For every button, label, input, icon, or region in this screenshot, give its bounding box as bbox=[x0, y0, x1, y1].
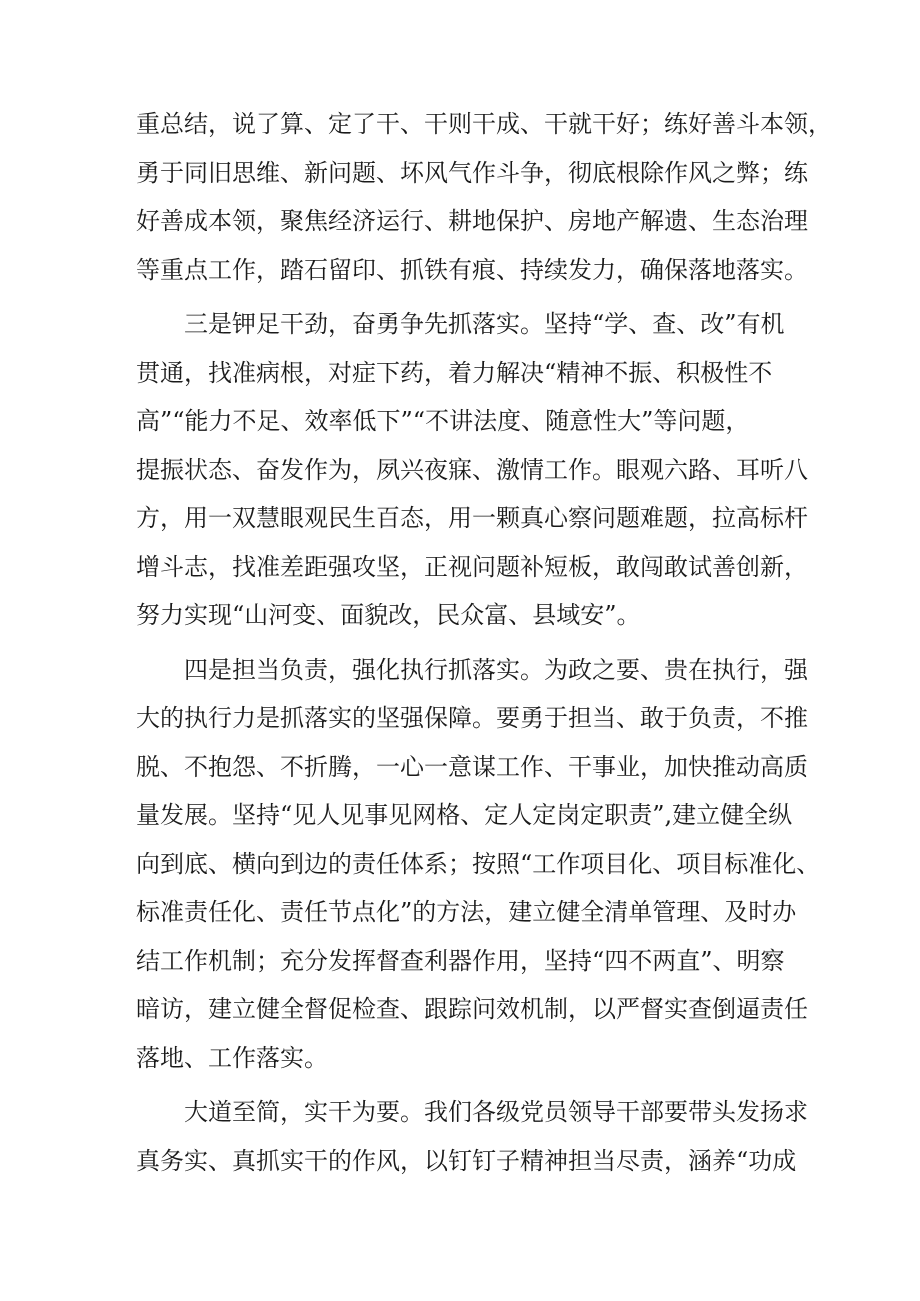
text-line: 四是担当负责，强化执行抓落实。为政之要、贵在执行，强 bbox=[184, 655, 808, 684]
paragraph-four bbox=[136, 646, 821, 1083]
text-line: 向到底、横向到边的责任体系；按照“工作项目化、项目标准化、 bbox=[136, 849, 821, 878]
text-line: 三是钾足干劲，奋勇争先抓落实。坚持“学、查、改”有机 bbox=[184, 310, 785, 338]
text-line: 脱、不抱怨、不折腾，一心一意谋工作、干事业，加快推动高质 bbox=[136, 752, 808, 781]
text-line: 好善成本领，聚焦经济运行、耕地保护、房地产解遗、生态治理 bbox=[136, 207, 808, 235]
text-line: 暗访，建立健全督促检查、跟踪问效机制，以严督实查倒逼责任 bbox=[136, 995, 808, 1023]
text-line: 真务实、真抓实干的作风，以钉钉子精神担当尽责，涵养“功成 bbox=[136, 1146, 797, 1175]
text-line: 勇于同旧思维、新问题、坏风气作斗争，彻底根除作风之弊；练 bbox=[136, 158, 808, 187]
text-line: 标准责任化、责任节点化”的方法，建立健全清单管理、及时办 bbox=[136, 898, 797, 926]
text-line: 量发展。坚持“见人见事见网格、定人定岗定职责”,建立健全纵 bbox=[136, 801, 793, 829]
document-body bbox=[136, 100, 832, 1185]
text-line: 等重点工作，踏石留印、抓铁有痕、持续发力，确保落地落实。 bbox=[136, 255, 808, 284]
text-line: 努力实现“山河变、面貌改，民众富、县域安”。 bbox=[136, 601, 641, 629]
text-line: 方，用一双慧眼观民生百态，用一颗真心察问题难题，拉高标杆 bbox=[136, 504, 808, 532]
text-line: 提振状态、奋发作为，夙兴夜寐、激情工作。眼观六路、耳听八 bbox=[136, 455, 808, 484]
text-line: 重总结，说了算、定了干、干则干成、干就干好；练好善斗本领， bbox=[136, 110, 832, 138]
text-line: 贯通，找准病根，对症下药，着力解决“精神不振、积极性不 bbox=[136, 358, 773, 387]
paragraph-three bbox=[136, 300, 808, 640]
text-line: 高”“能力不足、效率低下”“不讲法度、随意性大”等问题， bbox=[136, 407, 750, 435]
text-line: 结工作机制；充分发挥督查利器作用，坚持“四不两直”、明察 bbox=[136, 946, 785, 975]
text-line: 落地、工作落实。 bbox=[136, 1043, 328, 1072]
text-line: 大的执行力是抓落实的坚强保障。要勇于担当、敢于负责，不推 bbox=[136, 704, 808, 732]
paragraph-continuation bbox=[136, 100, 832, 294]
paragraph-conclusion bbox=[136, 1088, 808, 1185]
text-line: 大道至简，实干为要。我们各级党员领导干部要带头发扬求 bbox=[184, 1098, 808, 1126]
text-line: 增斗志，找准差距强攻坚，正视问题补短板，敢闯敢试善创新， bbox=[136, 552, 808, 581]
